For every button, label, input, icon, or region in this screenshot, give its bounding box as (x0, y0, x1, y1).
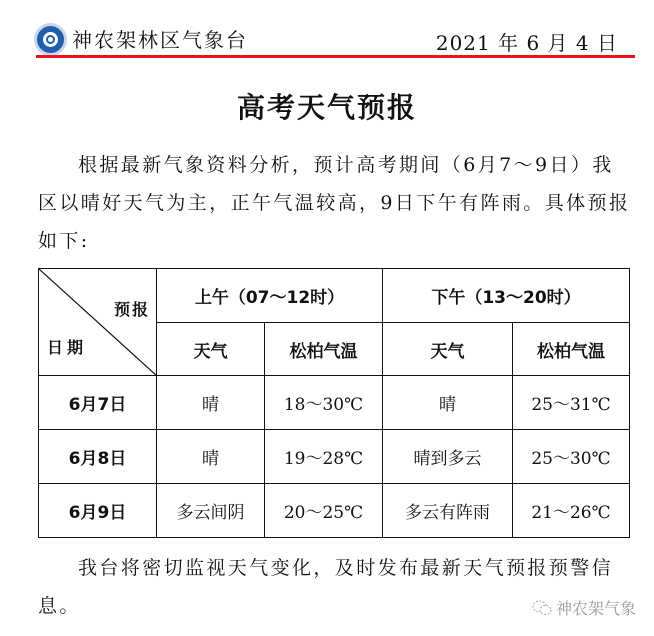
row-am-weather: 晴 (157, 430, 265, 484)
period-header-pm: 下午（13～20时） (383, 269, 630, 323)
row-am-weather: 晴 (157, 376, 265, 430)
row-pm-weather: 晴 (383, 376, 513, 430)
subheader-pm-temp: 松柏气温 (513, 323, 630, 376)
subheader-am-temp: 松柏气温 (265, 323, 383, 376)
subheader-am-weather: 天气 (157, 323, 265, 376)
period-header-am: 上午（07～12时） (157, 269, 383, 323)
intro-paragraph (38, 146, 634, 260)
table-row (39, 484, 630, 538)
watermark-text: 神农架气象 (555, 599, 636, 618)
corner-label-forecast: 预报 (113, 300, 150, 319)
row-am-temp: 20～25℃ (265, 484, 383, 538)
header-red-rule (36, 55, 635, 58)
row-am-weather: 多云间阴 (157, 484, 265, 538)
row-am-temp: 18～30℃ (265, 376, 383, 430)
org-name: 神农架林区气象台 (72, 28, 248, 52)
row-date: 6月9日 (39, 484, 157, 538)
wechat-icon (532, 600, 552, 616)
row-pm-weather: 晴到多云 (383, 430, 513, 484)
cma-logo-icon (34, 23, 67, 56)
issue-date: 2021 年 6 月 4 日 (435, 31, 618, 55)
row-pm-temp: 25～31℃ (513, 376, 630, 430)
row-am-temp: 19～28℃ (265, 430, 383, 484)
corner-header-cell (39, 269, 157, 376)
logo-swirl (46, 35, 55, 44)
row-date: 6月8日 (39, 430, 157, 484)
row-date: 6月7日 (39, 376, 157, 430)
row-pm-temp: 21～26℃ (513, 484, 630, 538)
corner-label-date: 日期 (47, 338, 88, 357)
table-header-row-1 (39, 269, 630, 323)
table-row (39, 376, 630, 430)
intro-text: 根据最新气象资料分析，预计高考期间（6月7～9日）我区以晴好天气为主，正午气温较高，9日下午有阵雨。具体预报如下: (38, 154, 631, 252)
subheader-pm-weather: 天气 (383, 323, 513, 376)
wechat-watermark (532, 596, 636, 619)
forecast-table (38, 268, 630, 538)
document-title: 高考天气预报 (236, 91, 417, 124)
row-pm-weather: 多云有阵雨 (383, 484, 513, 538)
closing-text: 我台将密切监视天气变化，及时发布最新天气预报预警信息。 (38, 557, 614, 617)
table-row (39, 430, 630, 484)
diagonal-line (39, 269, 157, 376)
row-pm-temp: 25～30℃ (513, 430, 630, 484)
